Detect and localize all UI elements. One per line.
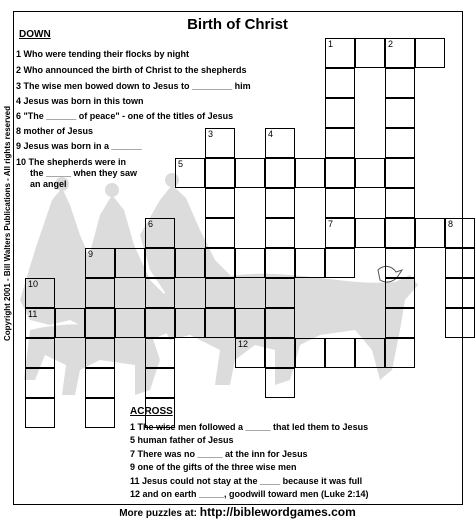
across-heading: ACROSS xyxy=(130,406,173,417)
grid-cell[interactable] xyxy=(175,158,205,188)
across-clue-7: 7 There was no _____ at the inn for Jesus xyxy=(130,449,308,459)
clue-number: 11 xyxy=(28,309,38,319)
grid-cell[interactable] xyxy=(325,248,355,278)
grid-cell[interactable] xyxy=(385,308,415,338)
grid-cell[interactable] xyxy=(205,218,235,248)
grid-cell[interactable] xyxy=(385,248,415,278)
grid-cell[interactable] xyxy=(115,308,145,338)
grid-cell[interactable] xyxy=(325,68,355,98)
grid-cell[interactable] xyxy=(415,218,445,248)
grid-cell[interactable] xyxy=(205,188,235,218)
grid-cell[interactable] xyxy=(415,38,445,68)
grid-cell[interactable] xyxy=(355,338,385,368)
grid-cell[interactable] xyxy=(175,248,205,278)
grid-cell[interactable] xyxy=(295,338,325,368)
grid-cell[interactable] xyxy=(235,308,265,338)
down-clue-10-line3: an angel xyxy=(30,179,67,189)
grid-cell[interactable] xyxy=(265,248,295,278)
grid-cell[interactable] xyxy=(325,38,355,68)
clue-number: 6 xyxy=(148,219,154,229)
across-clue-9: 9 one of the gifts of the three wise men xyxy=(130,462,297,472)
footer-link[interactable]: http://biblewordgames.com xyxy=(199,505,356,519)
grid-cell[interactable] xyxy=(175,308,205,338)
down-clue-3: 3 The wise men bowed down to Jesus to ________ him xyxy=(16,81,251,91)
grid-cell[interactable] xyxy=(385,128,415,158)
grid-cell[interactable] xyxy=(355,218,385,248)
grid-cell[interactable] xyxy=(265,308,295,338)
grid-cell[interactable] xyxy=(25,398,55,428)
grid-cell[interactable] xyxy=(25,368,55,398)
grid-cell[interactable] xyxy=(145,248,175,278)
grid-cell[interactable] xyxy=(325,338,355,368)
grid-cell[interactable] xyxy=(205,158,235,188)
clue-number: 9 xyxy=(88,249,94,259)
down-clue-10: 10 The shepherds were in xyxy=(16,157,127,167)
grid-cell[interactable] xyxy=(145,398,175,428)
grid-cell[interactable] xyxy=(445,248,475,278)
across-clue-1: 1 The wise men followed a _____ that led them to Jesus xyxy=(130,422,369,432)
copyright-notice: Copyright 2001 - Bill Walters Publications - All rights reserved xyxy=(3,105,12,341)
grid-cell[interactable] xyxy=(85,368,115,398)
grid-cell[interactable] xyxy=(25,308,55,338)
grid-cell[interactable] xyxy=(445,308,475,338)
grid-cell[interactable] xyxy=(115,248,145,278)
across-clue-11: 11 Jesus could not stay at the ____ because it was full xyxy=(130,476,363,486)
clue-number: 1 xyxy=(328,39,334,49)
clue-number: 5 xyxy=(178,159,184,169)
footer xyxy=(0,505,475,519)
clue-number: 4 xyxy=(268,129,274,139)
grid-cell[interactable] xyxy=(325,188,355,218)
clue-number: 8 xyxy=(448,219,454,229)
grid-cell[interactable] xyxy=(265,368,295,398)
grid-cell[interactable] xyxy=(445,278,475,308)
grid-cell[interactable] xyxy=(385,338,415,368)
grid-cell[interactable] xyxy=(445,218,475,248)
grid-cell[interactable] xyxy=(265,278,295,308)
down-clue-1: 1 Who were tending their flocks by night xyxy=(16,49,190,59)
grid-cell[interactable] xyxy=(145,368,175,398)
grid-cell[interactable] xyxy=(205,128,235,158)
grid-cell[interactable] xyxy=(85,248,115,278)
grid-cell[interactable] xyxy=(85,398,115,428)
grid-cell[interactable] xyxy=(385,98,415,128)
clue-number: 7 xyxy=(328,219,334,229)
grid-cell[interactable] xyxy=(385,158,415,188)
grid-cell[interactable] xyxy=(145,338,175,368)
grid-cell[interactable] xyxy=(205,248,235,278)
grid-cell[interactable] xyxy=(55,308,85,338)
grid-cell[interactable] xyxy=(325,218,355,248)
grid-cell[interactable] xyxy=(235,248,265,278)
grid-cell[interactable] xyxy=(265,218,295,248)
grid-cell[interactable] xyxy=(235,338,265,368)
grid-cell[interactable] xyxy=(385,188,415,218)
grid-cell[interactable] xyxy=(265,158,295,188)
grid-cell[interactable] xyxy=(265,338,295,368)
grid-cell[interactable] xyxy=(25,278,55,308)
grid-cell[interactable] xyxy=(385,38,415,68)
grid-cell[interactable] xyxy=(325,98,355,128)
grid-cell[interactable] xyxy=(85,308,115,338)
grid-cell[interactable] xyxy=(385,218,415,248)
down-clue-9: 9 Jesus was born in a ______ xyxy=(16,141,142,151)
down-clue-8: 8 mother of Jesus xyxy=(16,126,94,136)
grid-cell[interactable] xyxy=(85,278,115,308)
clue-number: 12 xyxy=(238,339,249,349)
clue-number: 3 xyxy=(208,129,214,139)
down-clue-2: 2 Who announced the birth of Christ to the shepherds xyxy=(16,65,247,75)
grid-cell[interactable] xyxy=(145,278,175,308)
clue-number: 10 xyxy=(28,279,39,289)
down-clue-6: 6 "The ______ of peace" - one of the titles of Jesus xyxy=(16,111,234,121)
grid-cell[interactable] xyxy=(85,338,115,368)
down-clue-4: 4 Jesus was born in this town xyxy=(16,96,144,106)
clue-number: 2 xyxy=(388,39,394,49)
footer-prefix: More puzzles at: xyxy=(119,508,197,519)
grid-cell[interactable] xyxy=(325,128,355,158)
grid-cell[interactable] xyxy=(205,308,235,338)
across-clue-5: 5 human father of Jesus xyxy=(130,435,234,445)
down-heading: DOWN xyxy=(19,29,51,40)
grid-cell[interactable] xyxy=(25,338,55,368)
grid-cell[interactable] xyxy=(145,218,175,248)
grid-cell[interactable] xyxy=(265,188,295,218)
grid-cell[interactable] xyxy=(385,68,415,98)
page-title: Birth of Christ xyxy=(187,16,288,33)
grid-cell[interactable] xyxy=(295,248,325,278)
grid-cell[interactable] xyxy=(295,158,325,188)
grid-cell[interactable] xyxy=(235,158,265,188)
grid-cell[interactable] xyxy=(145,308,175,338)
grid-cell[interactable] xyxy=(265,128,295,158)
grid-cell[interactable] xyxy=(205,278,235,308)
across-clue-12: 12 and on earth _____, goodwill toward men (Luke 2:14) xyxy=(130,489,369,499)
grid-cell[interactable] xyxy=(325,158,355,188)
grid-cell[interactable] xyxy=(385,278,415,308)
grid-cell[interactable] xyxy=(355,38,385,68)
down-clue-10-line2: the _____ when they saw xyxy=(30,168,138,178)
grid-cell[interactable] xyxy=(355,158,385,188)
